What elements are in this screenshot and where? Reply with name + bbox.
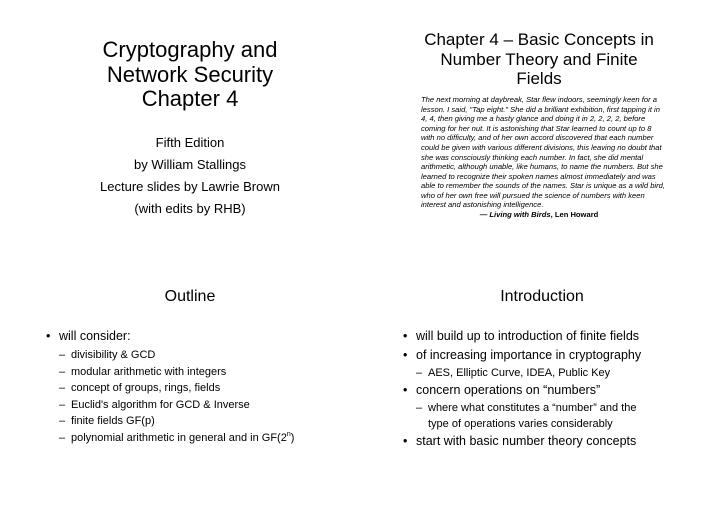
outline-sublist xyxy=(59,347,340,447)
title-line: Number Theory and Finite xyxy=(440,49,638,69)
poly-close: ) xyxy=(290,431,295,444)
citation-book: Living with Birds xyxy=(489,209,551,219)
outline-bullet-text: will consider: xyxy=(59,329,131,343)
slide-title-heading xyxy=(60,38,320,112)
intro-sublist xyxy=(416,365,687,381)
author-text: by William Stallings xyxy=(134,156,246,172)
edits-text: (with edits by RHB) xyxy=(134,200,246,216)
citation-dash: — xyxy=(479,209,490,219)
poly-exponent: n xyxy=(286,430,291,438)
list-item xyxy=(397,346,687,381)
list-item xyxy=(40,327,340,447)
list-item: – modular arithmetic with integers xyxy=(59,364,340,381)
lecturer-text: Lecture slides by Lawrie Brown xyxy=(100,178,280,194)
slide-introduction xyxy=(397,288,687,451)
sub-line: type of operations varies considerably xyxy=(428,418,613,430)
outline-list xyxy=(40,327,340,447)
list-item: • start with basic number theory concepts xyxy=(397,432,687,451)
title-line: Fields xyxy=(516,69,562,89)
intro-bullet-text: concern operations on “numbers” xyxy=(416,383,601,397)
list-item xyxy=(397,381,687,432)
intro-sublist xyxy=(416,400,687,432)
title-line: Chapter 4 – Basic Concepts in xyxy=(424,30,654,49)
title-line: Chapter 4 xyxy=(141,86,239,112)
intro-heading: Introduction xyxy=(500,288,584,305)
poly-text: polynomial arithmetic in general and in GF(2 xyxy=(71,431,287,444)
slide-title xyxy=(60,38,320,220)
list-item: – finite fields GF(p) xyxy=(59,413,340,430)
list-item: • will build up to introduction of finite fields xyxy=(397,327,687,346)
intro-list xyxy=(397,327,687,451)
outline-heading: Outline xyxy=(164,288,216,305)
epigraph-quote: The next morning at daybreak, Star flew indoors, seemingly keen for a lesson. I said, "Tap eight." She did a brilliant exhibition, first tapping it in 4, 4, then giving me a hasty glance and doing it in 2, 2, 2, 2, before coming for her nut. It is astonishing that Star learned to count up to 8 with no difficulty, and of her own accord discovered that each number could be given with various different divisions, this leaving no doubt that she was consciously thinking each number. In fact, she did mental arithmetic, although unable, like humans, to name the numbers. But she learned to recognize their spoken names almost immediately and was able to remember the sounds of the names. Star is unique as a wild bird, who of her own free will pursued the science of numbers with keen interest and astonishing intelligence. xyxy=(421,95,665,210)
chapter-heading xyxy=(410,30,668,89)
slide-chapter xyxy=(410,30,668,219)
slide-subtitle xyxy=(60,132,320,220)
title-line: Cryptography and xyxy=(102,37,278,62)
list-item: – AES, Elliptic Curve, IDEA, Public Key xyxy=(416,365,687,381)
title-line: Network Security xyxy=(106,61,274,87)
edition-text: Fifth Edition xyxy=(155,134,225,150)
list-item xyxy=(416,400,687,432)
list-item: – Euclid's algorithm for GCD & Inverse xyxy=(59,397,340,414)
slide-outline xyxy=(40,288,340,447)
epigraph-citation xyxy=(410,210,668,219)
citation-author: , Len Howard xyxy=(550,209,599,219)
list-item xyxy=(59,430,340,447)
list-item: – concept of groups, rings, fields xyxy=(59,380,340,397)
intro-bullet-text: of increasing importance in cryptography xyxy=(416,348,642,362)
list-item: – divisibility & GCD xyxy=(59,347,340,364)
sub-line: – where what constitutes a “number” and the xyxy=(428,402,637,414)
